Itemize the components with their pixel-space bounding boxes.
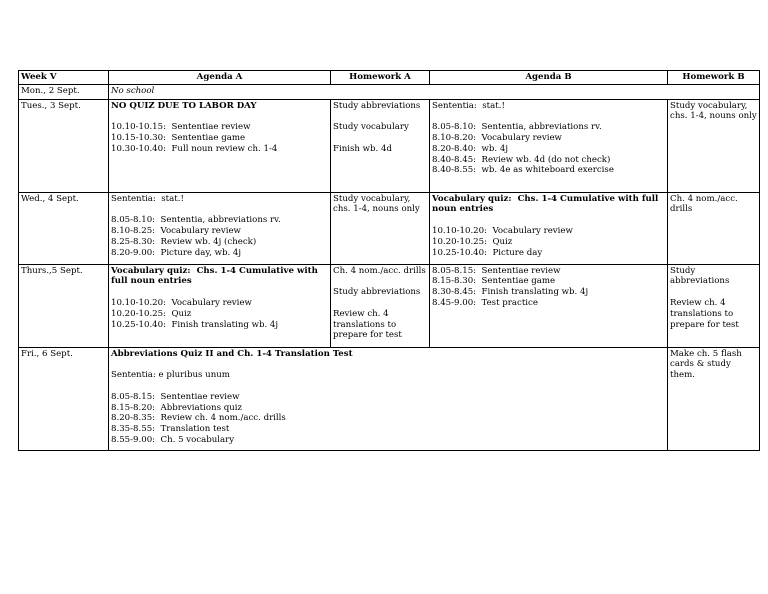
cell-line: Make ch. 5 flash cards & study them. xyxy=(670,348,745,381)
blank-line xyxy=(111,381,665,392)
homework-a-cell xyxy=(331,99,430,192)
header-row xyxy=(19,71,760,85)
cell-line: 8.35-8.55: Translation test xyxy=(111,424,230,435)
cell-line: 8.45-9.00: Test practice xyxy=(432,297,538,308)
no-school-cell: No school xyxy=(109,84,760,99)
cell-line: Sententia: stat.! xyxy=(432,100,505,111)
homework-a-cell xyxy=(331,264,430,347)
cell-line: Abbreviations Quiz II and Ch. 1-4 Translation Test xyxy=(111,348,353,359)
agenda-a-cell xyxy=(109,99,331,192)
blank-line xyxy=(432,111,665,122)
homework-a-cell xyxy=(331,192,430,264)
cell-line: 10.10-10.20: Vocabulary review xyxy=(432,225,573,236)
cell-line: 10.25-10.40: Finish translating wb. 4j xyxy=(111,319,279,330)
cell-line: 8.25-8.30: Review wb. 4j (check) xyxy=(111,236,257,247)
day-cell: Fri., 6 Sept. xyxy=(19,347,109,450)
cell-line: 10.15-10.30: Sententiae game xyxy=(111,132,246,143)
table-row-tuesday xyxy=(19,99,760,192)
blank-line xyxy=(111,359,665,370)
blank-line xyxy=(333,111,427,122)
cell-line: Study vocabulary, chs. 1-4, nouns only xyxy=(333,193,420,215)
blank-line xyxy=(670,287,757,298)
cell-line: Ch. 4 nom./acc. drills xyxy=(670,193,741,215)
cell-line: Ch. 4 nom./acc. drills xyxy=(333,265,426,276)
cell-line: 8.10-8.25: Vocabulary review xyxy=(111,225,241,236)
header-agenda-b: Agenda B xyxy=(430,71,668,85)
cell-line: 8.05-8.10: Sententia, abbreviations rv. xyxy=(111,215,281,226)
blank-line xyxy=(111,111,328,122)
table-row-monday xyxy=(19,84,760,99)
table-row-wednesday xyxy=(19,192,760,264)
header-week: Week V xyxy=(19,71,109,85)
day-cell: Thurs.,5 Sept. xyxy=(19,264,109,347)
blank-line xyxy=(333,298,427,309)
cell-line: Review ch. 4 translations to prepare for test xyxy=(670,297,739,330)
agenda-span-cell xyxy=(109,347,668,450)
cell-line: Study vocabulary xyxy=(333,122,409,133)
cell-line: 8.20-9.00: Picture day, wb. 4j xyxy=(111,247,242,258)
cell-line: 10.10-10.15: Sententiae review xyxy=(111,122,251,133)
cell-line: 8.20-8.35: Review ch. 4 nom./acc. drills xyxy=(111,413,286,424)
cell-line: 8.15-8.20: Abbreviations quiz xyxy=(111,402,243,413)
header-homework-b: Homework B xyxy=(668,71,760,85)
cell-line: Vocabulary quiz: Chs. 1-4 Cumulative with full noun entries xyxy=(111,265,321,287)
day-cell: Tues., 3 Sept. xyxy=(19,99,109,192)
cell-line: 10.25-10.40: Picture day xyxy=(432,247,543,258)
cell-line: 8.30-8.45: Finish translating wb. 4j xyxy=(432,287,589,298)
day-cell: Mon., 2 Sept. xyxy=(19,84,109,99)
cell-line: 8.10-8.20: Vocabulary review xyxy=(432,132,562,143)
cell-line: Finish wb. 4d xyxy=(333,143,392,154)
homework-b-cell xyxy=(668,192,760,264)
header-agenda-a: Agenda A xyxy=(109,71,331,85)
cell-line: Review ch. 4 translations to prepare for test xyxy=(333,308,402,341)
agenda-b-cell xyxy=(430,264,668,347)
cell-line: 8.05-8.15: Sententiae review xyxy=(432,265,561,276)
cell-line: NO QUIZ DUE TO LABOR DAY xyxy=(111,100,257,111)
blank-line xyxy=(333,276,427,287)
agenda-b-cell xyxy=(430,192,668,264)
cell-line: 10.20-10.25: Quiz xyxy=(111,308,192,319)
cell-line: 8.40-8.55: wb. 4e as whiteboard exercise xyxy=(432,165,614,176)
homework-b-cell xyxy=(668,99,760,192)
cell-line: 8.05-8.15: Sententiae review xyxy=(111,391,240,402)
table-row-thursday xyxy=(19,264,760,347)
cell-line: 8.05-8.10: Sententia, abbreviations rv. xyxy=(432,122,602,133)
blank-line xyxy=(111,287,328,298)
cell-line: Vocabulary quiz: Chs. 1-4 Cumulative with full noun entries xyxy=(432,193,662,215)
day-cell: Wed., 4 Sept. xyxy=(19,192,109,264)
header-homework-a: Homework A xyxy=(331,71,430,85)
cell-line: Study vocabulary, chs. 1-4, nouns only xyxy=(670,100,757,122)
cell-line: Sententia: e pluribus unum xyxy=(111,370,230,381)
weekly-schedule-table xyxy=(18,70,760,451)
cell-line: 10.20-10.25: Quiz xyxy=(432,236,513,247)
agenda-b-cell xyxy=(430,99,668,192)
homework-b-cell xyxy=(668,264,760,347)
cell-line: Study abbreviations xyxy=(333,287,421,298)
cell-line: 10.10-10.20: Vocabulary review xyxy=(111,297,252,308)
cell-line: 8.55-9.00: Ch. 5 vocabulary xyxy=(111,434,235,445)
cell-line: Sententia: stat.! xyxy=(111,193,184,204)
blank-line xyxy=(432,215,665,226)
table-row-friday xyxy=(19,347,760,450)
cell-line: Study abbreviations xyxy=(670,265,730,287)
cell-line: Study abbreviations xyxy=(333,100,421,111)
cell-line: 8.40-8.45: Review wb. 4d (do not check) xyxy=(432,154,611,165)
cell-line: 8.20-8.40: wb. 4j xyxy=(432,143,508,154)
homework-b-cell xyxy=(668,347,760,450)
blank-line xyxy=(333,133,427,144)
agenda-a-cell xyxy=(109,264,331,347)
blank-line xyxy=(111,204,328,215)
cell-line: 10.30-10.40: Full noun review ch. 1-4 xyxy=(111,143,278,154)
cell-line: 8.15-8.30: Sententiae game xyxy=(432,276,556,287)
agenda-a-cell xyxy=(109,192,331,264)
